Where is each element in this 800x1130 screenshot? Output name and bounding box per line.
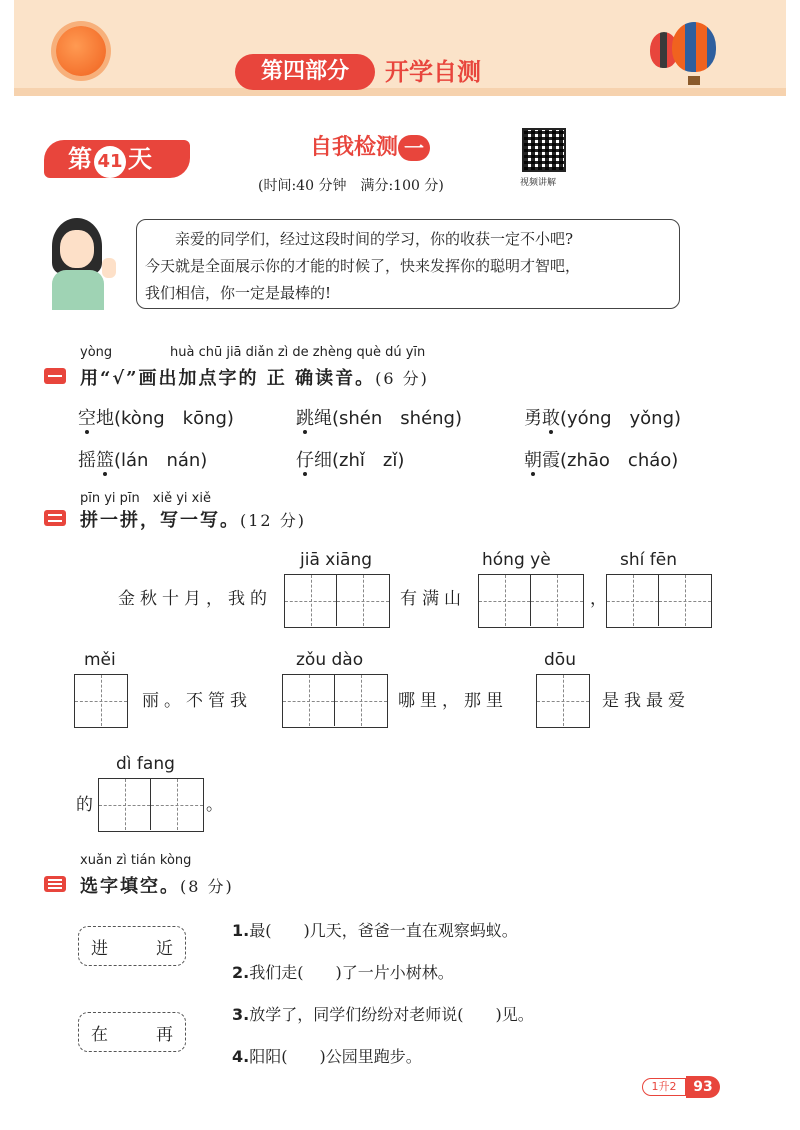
writing-grid-mei[interactable]	[74, 674, 128, 728]
word-item-2: 跳绳(shén shéng)	[296, 408, 463, 429]
writing-grid-zoudao[interactable]	[282, 674, 388, 728]
word-item-4: 摇篮(lán nán)	[78, 450, 208, 471]
grid-cell[interactable]	[537, 675, 589, 726]
choice-char: 在	[91, 1024, 108, 1045]
box-pinyin-difang: dì fang	[116, 754, 175, 774]
choice-char: 进	[91, 938, 108, 959]
dotted-char: 仔	[296, 450, 314, 471]
dotted-char: 朝	[524, 450, 542, 471]
passage-text-3: ，	[590, 589, 612, 609]
grid-cell[interactable]	[337, 575, 389, 626]
section3-title	[80, 872, 234, 898]
test-number: 一	[398, 135, 430, 161]
word-item-5: 仔细(zhǐ zǐ)	[296, 450, 405, 471]
section1-number-icon	[44, 368, 66, 384]
page-number: 93	[686, 1076, 720, 1098]
box-pinyin-jiaxiang: jiā xiāng	[300, 550, 373, 570]
day-prefix: 第	[68, 145, 92, 173]
question-1[interactable]: 1.最( )几天，爸爸一直在观察蚂蚁。	[232, 921, 518, 940]
pinyin-options[interactable]: (zhāo cháo)	[560, 450, 679, 471]
test-title: 自我检测	[310, 135, 399, 160]
intro-line-1: 亲爱的同学们，经过这段时间的学习，你的收获一定不小吧?	[175, 230, 574, 248]
intro-line-3: 我们相信，你一定是最棒的!	[145, 284, 332, 302]
passage-text-7: 的	[76, 795, 98, 815]
word-item-1: 空地(kòng kōng)	[78, 408, 234, 429]
choice-char: 再	[156, 1024, 173, 1045]
section1-score: (6 分)	[375, 369, 429, 388]
section1-title-text: 用“√”画出加点字的 正 确读音。	[80, 368, 376, 389]
writing-grid-shifen[interactable]	[606, 574, 712, 628]
passage-text-8: 。	[206, 795, 228, 815]
pinyin-options[interactable]: (lán nán)	[114, 450, 208, 471]
time-info: (时间:40 分钟 满分:100 分)	[258, 178, 444, 194]
question-4[interactable]: 4.阳阳( )公园里跑步。	[232, 1047, 422, 1066]
passage-text-6: 是我最爱	[602, 691, 690, 711]
section2-title-text: 拼一拼，写一写。	[80, 510, 240, 531]
word-item-3: 勇敢(yóng yǒng)	[524, 408, 682, 429]
passage-text-5: 哪里，那里	[398, 691, 508, 711]
pinyin-options[interactable]: (shén shéng)	[332, 408, 463, 429]
writing-grid-difang[interactable]	[98, 778, 204, 832]
grid-cell[interactable]	[479, 575, 531, 626]
grid-cell[interactable]	[283, 675, 335, 726]
choice-box-zai	[78, 1012, 186, 1052]
box-pinyin-zoudao: zǒu dào	[296, 650, 364, 670]
day-suffix: 天	[128, 145, 152, 173]
section2-pinyin: pīn yi pīn xiě yi xiě	[80, 491, 211, 506]
grid-cell[interactable]	[335, 675, 387, 726]
box-pinyin-shifen: shí fēn	[620, 550, 677, 570]
grid-cell[interactable]	[99, 779, 151, 830]
writing-grid-hongye[interactable]	[478, 574, 584, 628]
part-subtitle: 开学自测	[385, 58, 481, 86]
intro-line-2: 今天就是全面展示你的才能的时候了，快来发挥你的聪明才智吧，	[145, 257, 581, 275]
section3-title-text: 选字填空。	[80, 876, 180, 897]
passage-text-4: 丽。不管我	[142, 691, 252, 711]
writing-grid-jiaxiang[interactable]	[284, 574, 390, 628]
box-pinyin-mei: měi	[84, 650, 116, 670]
section1-title	[80, 364, 429, 390]
section2-number-icon	[44, 510, 66, 526]
section2-title	[80, 506, 306, 532]
girl-body	[52, 270, 104, 310]
section3-pinyin: xuǎn zì tián kòng	[80, 853, 192, 868]
grid-cell[interactable]	[607, 575, 659, 626]
girl-illustration	[40, 218, 130, 310]
grid-cell[interactable]	[285, 575, 337, 626]
hot-air-balloons-icon	[650, 22, 720, 86]
box-pinyin-dou: dōu	[544, 650, 576, 670]
sun-icon	[56, 26, 106, 76]
pinyin-options[interactable]: (kòng kōng)	[114, 408, 234, 429]
section1-pinyin-yong: yòng	[80, 345, 113, 360]
passage-text-2: 有满山	[400, 589, 466, 609]
grid-cell[interactable]	[75, 675, 127, 726]
speech-bubble	[136, 219, 680, 309]
passage-text-1: 金秋十月，我的	[118, 589, 272, 609]
choice-char: 近	[156, 938, 173, 959]
dotted-char: 跳	[296, 408, 314, 429]
dotted-char: 篮	[96, 450, 114, 471]
pinyin-options[interactable]: (zhǐ zǐ)	[332, 450, 405, 471]
day-tag	[44, 140, 190, 178]
grid-cell[interactable]	[659, 575, 711, 626]
grid-cell[interactable]	[151, 779, 203, 830]
section2-score: (12 分)	[240, 511, 306, 530]
balloon-basket	[688, 76, 700, 85]
question-3[interactable]: 3.放学了，同学们纷纷对老师说( )见。	[232, 1005, 534, 1024]
question-2[interactable]: 2.我们走( )了一片小树林。	[232, 963, 454, 982]
page-title	[310, 130, 430, 161]
day-number: 41	[94, 146, 126, 178]
pinyin-options[interactable]: (yóng yǒng)	[560, 408, 682, 429]
box-pinyin-hongye: hóng yè	[482, 550, 551, 570]
choice-box-jin	[78, 926, 186, 966]
writing-grid-dou[interactable]	[536, 674, 590, 728]
girl-hand	[102, 258, 116, 278]
dotted-char: 敢	[542, 408, 560, 429]
dotted-char: 空	[78, 408, 96, 429]
balloon-large	[672, 22, 716, 72]
section3-number-icon	[44, 876, 66, 892]
qr-code-icon[interactable]	[522, 128, 566, 172]
part-label: 第四部分	[235, 54, 375, 90]
girl-face	[60, 230, 94, 268]
section1-pinyin: huà chū jiā diǎn zì de zhèng què dú yīn	[170, 345, 426, 360]
qr-label: 视频讲解	[520, 178, 557, 188]
grade-label: 1升2	[642, 1078, 686, 1096]
grid-cell[interactable]	[531, 575, 583, 626]
word-item-6: 朝霞(zhāo cháo)	[524, 450, 679, 471]
section3-score: (8 分)	[180, 877, 234, 896]
